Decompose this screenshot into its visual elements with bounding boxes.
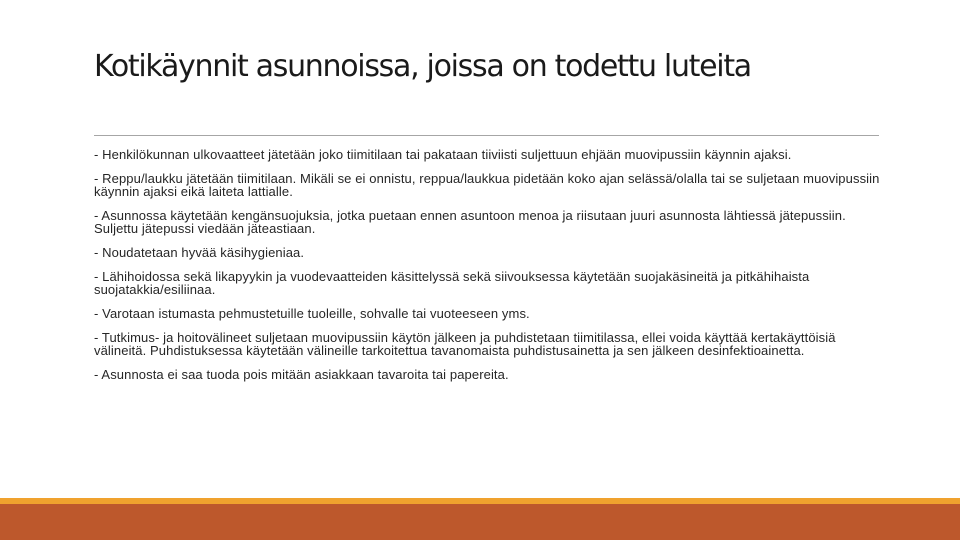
bullet-item: - Henkilökunnan ulkovaatteet jätetään joko tiimitilaan tai pakataan tiiviisti suljettuun ehjään muovipussiin käynnin ajaksi.	[94, 147, 792, 162]
bullet-item: - Reppu/laukku jätetään tiimitilaan. Mikäli se ei onnistu, reppua/laukkua pidetään koko ajan selässä/olalla tai se suljetaan muovipussiin käynnin ajaksi eikä laiteta lattialle.	[94, 171, 880, 199]
title-divider	[94, 135, 879, 136]
bullet-item: - Lähihoidossa sekä likapyykin ja vuodevaatteiden käsittelyssä sekä siivouksessa käytetään suojakäsineitä ja pitkähihaista suojatakkia/esiliinaa.	[94, 269, 810, 297]
footer-accent-bar	[0, 504, 960, 540]
bullet-list	[94, 148, 884, 392]
bullet-item: - Varotaan istumasta pehmustetuille tuoleille, sohvalle tai vuoteeseen yms.	[94, 306, 530, 321]
bullet-item: - Asunnosta ei saa tuoda pois mitään asiakkaan tavaroita tai papereita.	[94, 367, 509, 382]
slide-title: Kotikäynnit asunnoissa, joissa on todettu luteita	[94, 49, 751, 84]
bullet-item: - Tutkimus- ja hoitovälineet suljetaan muovipussiin käytön jälkeen ja puhdistetaan tiimitilassa, ellei voida käyttää kertakäyttöisiä välineitä. Puhdistuksessa käytetään välineille tarkoitettua tavanomaista puhdistusainetta ja sen jälkeen desinfektioainetta.	[94, 330, 836, 358]
bullet-item: - Noudatetaan hyvää käsihygieniaa.	[94, 245, 305, 260]
bullet-item: - Asunnossa käytetään kengänsuojuksia, jotka puetaan ennen asuntoon menoa ja riisutaan juuri asunnosta lähtiessä jätepussiin. Suljettu jätepussi viedään jäteastiaan.	[94, 208, 846, 236]
